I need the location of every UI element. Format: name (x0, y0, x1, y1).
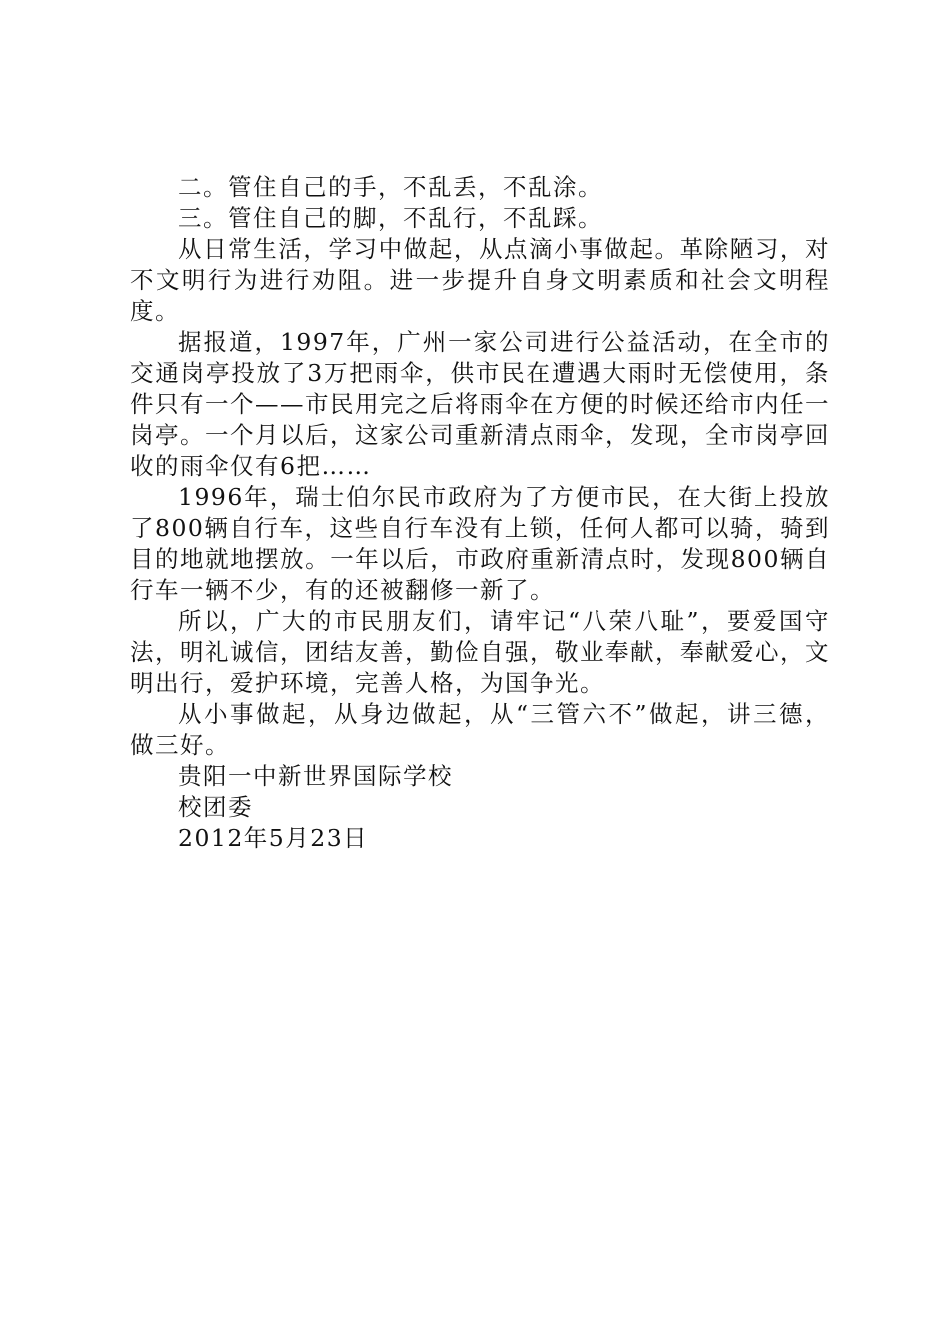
signature-organization: 贵阳一中新世界国际学校 (178, 762, 453, 790)
paragraph-start-small: 从小事做起，从身边做起，从“三管六不”做起，讲三德，做三好。 (130, 700, 830, 759)
document-body (130, 172, 830, 854)
paragraph-daily-life: 从日常生活，学习中做起，从点滴小事做起。革除陋习，对不文明行为进行劝阻。进一步提升自身文明素质和社会文明程度。 (130, 235, 830, 325)
paragraph-guangzhou-umbrellas: 据报道，1997年，广州一家公司进行公益活动，在全市的交通岗亭投放了3万把雨伞，供市民在遭遇大雨时无偿使用，条件只有一个——市民用完之后将雨伞在方便的时候还给市内任一岗亭。一个月以后，这家公司重新清点雨伞，发现，全市岗亭回收的雨伞仅有6把…… (130, 328, 830, 480)
paragraph-bern-bicycles: 1996年，瑞士伯尔民市政府为了方便市民，在大街上投放了800辆自行车，这些自行车没有上锁，任何人都可以骑，骑到目的地就地摆放。一年以后，市政府重新清点时，发现800辆自行车一辆不少，有的还被翻修一新了。 (130, 483, 830, 604)
paragraph-hands-rule: 二。管住自己的手，不乱丢，不乱涂。 (178, 173, 603, 201)
paragraph-eight-honors: 所以，广大的市民朋友们，请牢记“八荣八耻”，要爱国守法，明礼诚信，团结友善，勤俭自强，敬业奉献，奉献爱心，文明出行，爱护环境，完善人格，为国争光。 (130, 607, 830, 697)
signature-date: 2012年5月23日 (178, 824, 369, 852)
paragraph-feet-rule: 三。管住自己的脚，不乱行，不乱踩。 (178, 204, 603, 232)
signature-department: 校团委 (178, 793, 253, 821)
